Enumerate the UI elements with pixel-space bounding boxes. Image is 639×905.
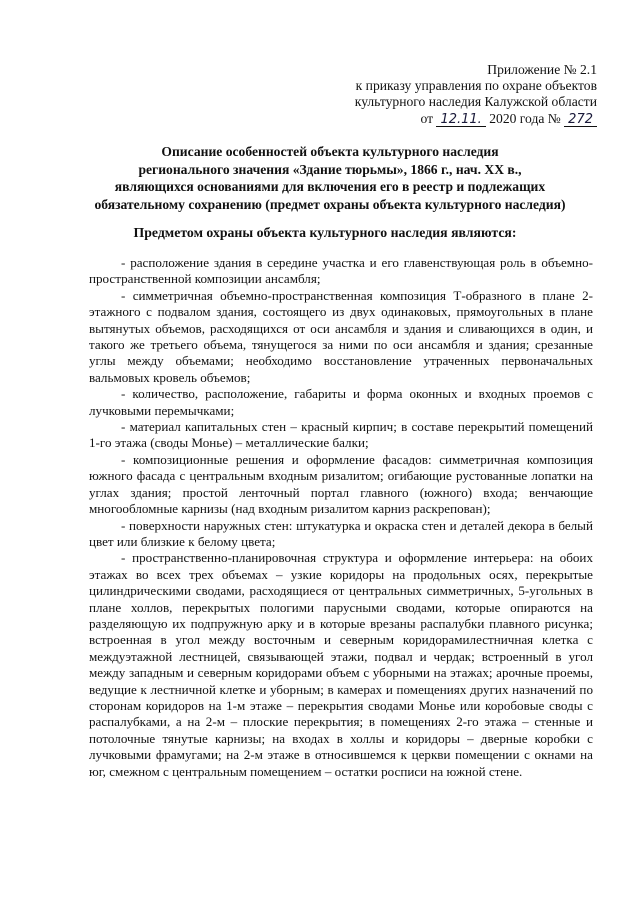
subject-heading: Предметом охраны объекта культурного наследия являются: (133, 225, 517, 240)
title-line-4: обязательному сохранению (предмет охраны объекта культурного наследия) (94, 196, 566, 212)
list-item: - расположение здания в середине участка и его главенствующая роль в объемно-пространственной композиции ансамбля; (89, 255, 593, 287)
list-item: - количество, расположение, габариты и форма оконных и входных проемов с лучковыми перемычками; (89, 386, 593, 418)
handwritten-number: 272 (564, 113, 597, 127)
list-item: - поверхности наружных стен: штукатурка и окраска стен и деталей декора в белый цвет или близкие к белому цвета; (89, 517, 593, 549)
handwritten-date: 12.11. (436, 113, 485, 127)
protection-items-list (89, 255, 593, 780)
list-item: - композиционные решения и оформление фасадов: симметричная композиция южного фасада с центральным входным ризалитом; огибающие рустованные лопатки на углах здания; простой ленточный портал главного (южного) входа; венчающие многообломные карнизы (над входным ризалитом карниз раскрепован); (89, 451, 593, 517)
appendix-line-2: к приказу управления по охране объектов (355, 78, 597, 94)
document-title (60, 143, 600, 213)
title-line-1: Описание особенностей объекта культурного наследия (161, 144, 499, 159)
from-label: от (420, 110, 434, 126)
list-item: - материал капитальных стен – красный кирпич; в составе перекрытий помещений 1-го этажа (своды Монье) – металлические балки; (89, 419, 593, 451)
title-line-2: регионального значения «Здание тюрьмы», 1866 г., нач. XX в., (138, 161, 522, 177)
list-item: - симметричная объемно-пространственная композиция Т-образного в плане 2-этажного с подвалом здания, состоящего из двух одинаковых, прямоугольных в плане вытянутых объемов, расходящихся от оси ансамбля и здания и сливающихся в один, и такого же третьего объема, тянущегося за ними по оси ансамбля и здания; срезанные углы между объемами; необходимо восстановление утраченных первоначальных вальмовых кровель объемов; (89, 287, 593, 385)
appendix-date-line (355, 111, 597, 127)
list-item: - пространственно-планировочная структура и оформление интерьера: на обоих этажах во всех трех объемах – узкие коридоры на продольных осях, перекрытые цилиндрическими сводами, расходящиеся от центральных симметричных, 5-угольных в плане холлов, перекрытых пологими парусными сводами, которые опираются на разделяющую их подпружную арку и в которые врезаны распалубки плавного рисунка; встроенная в угол между восточным и северным коридорамилестничная клетка с междуэтажной лестницей, связывающей этажи, подвал и чердак; встроенный в угол между западным и северным коридорами объем с уборными на этажах; арочные проемы, ведущие к лестничной клетке и уборным; в камерах и помещениях других назначений по сторонам коридоров на 1-м этаже – перекрытия сводами Монье или коробовые своды с распалубками, а на 2-м – плоские перекрытия; в помещениях 2-го этажа – стенные и потолочные тянутые карнизы; на входах в холлы и коридоры – дверные коробки с лучковыми фрамугами; на 2-м этаже в относившемся к церкви помещении с окнами на юг, смежном с центральным помещением – остатки росписи на южной стене. (89, 550, 593, 779)
appendix-line-1: Приложение № 2.1 (487, 62, 597, 77)
title-line-3: являющихся основаниями для включения его в реестр и подлежащих (114, 179, 546, 195)
year-text: 2020 года № (489, 110, 561, 126)
appendix-line-3: культурного наследия Калужской области (354, 94, 597, 110)
appendix-block (355, 62, 597, 127)
